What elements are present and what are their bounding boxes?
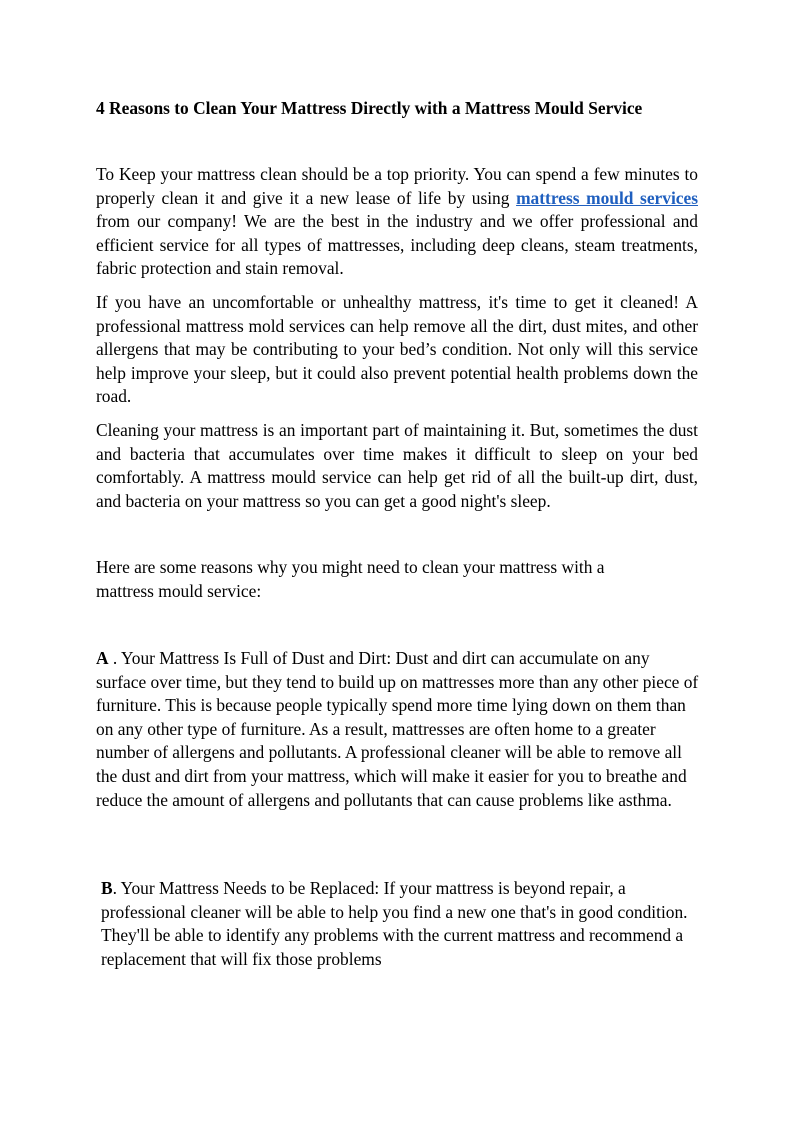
reason-b	[96, 877, 700, 971]
reason-b-letter: B	[101, 878, 113, 898]
reason-a-text: . Your Mattress Is Full of Dust and Dirt: Dust and dirt can accumulate on any surface over time, but they tend to build up on mattresses more than any other piece of furniture. This is because people typically spend more time lying down on them than on any other type of furniture. As a result, mattresses are often home to a greater number of allergens and pollutants. A professional cleaner will be able to remove all the dust and dirt from your mattress, which will make it easier for you to breathe and reduce the amount of allergens and pollutants that can cause problems like asthma.	[96, 648, 699, 810]
reason-a	[96, 647, 700, 812]
intro-text-start: To Keep your mattress clean should be a top priority. You can spend a few minutes to properly clean it and give it a new lease of life by using	[96, 164, 698, 208]
mattress-mould-services-link[interactable]: mattress mould services	[516, 187, 698, 208]
reason-b-text: . Your Mattress Needs to be Replaced: If your mattress is beyond repair, a professional cleaner will be able to help you find a new one that's in good condition. They'll be able to identify any problems with the current mattress and recommend a replacement that will fix those problems	[101, 878, 688, 969]
page-title: 4 Reasons to Clean Your Mattress Directly with a Mattress Mould Service	[96, 98, 643, 118]
intro-paragraph	[96, 163, 698, 281]
paragraph-uncomfortable-mattress: If you have an uncomfortable or unhealthy mattress, it's time to get it cleaned! A professional mattress mold services can help remove all the dirt, dust mites, and other allergens that may be contributing to your bed’s condition. Not only will this service help improve your sleep, but it could also prevent potential health problems down the road.	[96, 292, 698, 407]
intro-text-end: from our company! We are the best in the industry and we offer professional and efficient service for all types of mattresses, including deep cleans, steam treatments, fabric protection and stain removal.	[96, 211, 698, 279]
reason-a-letter: A	[96, 648, 109, 668]
paragraph-cleaning-importance: Cleaning your mattress is an important part of maintaining it. But, sometimes the dust and bacteria that accumulates over time makes it difficult to sleep on your bed comfortably. A mattress mould service can help get rid of all the built-up dirt, dust, and bacteria on your mattress so you can get a good night's sleep.	[96, 420, 698, 511]
reasons-intro: Here are some reasons why you might need to clean your mattress with a mattress mould service:	[96, 557, 605, 601]
